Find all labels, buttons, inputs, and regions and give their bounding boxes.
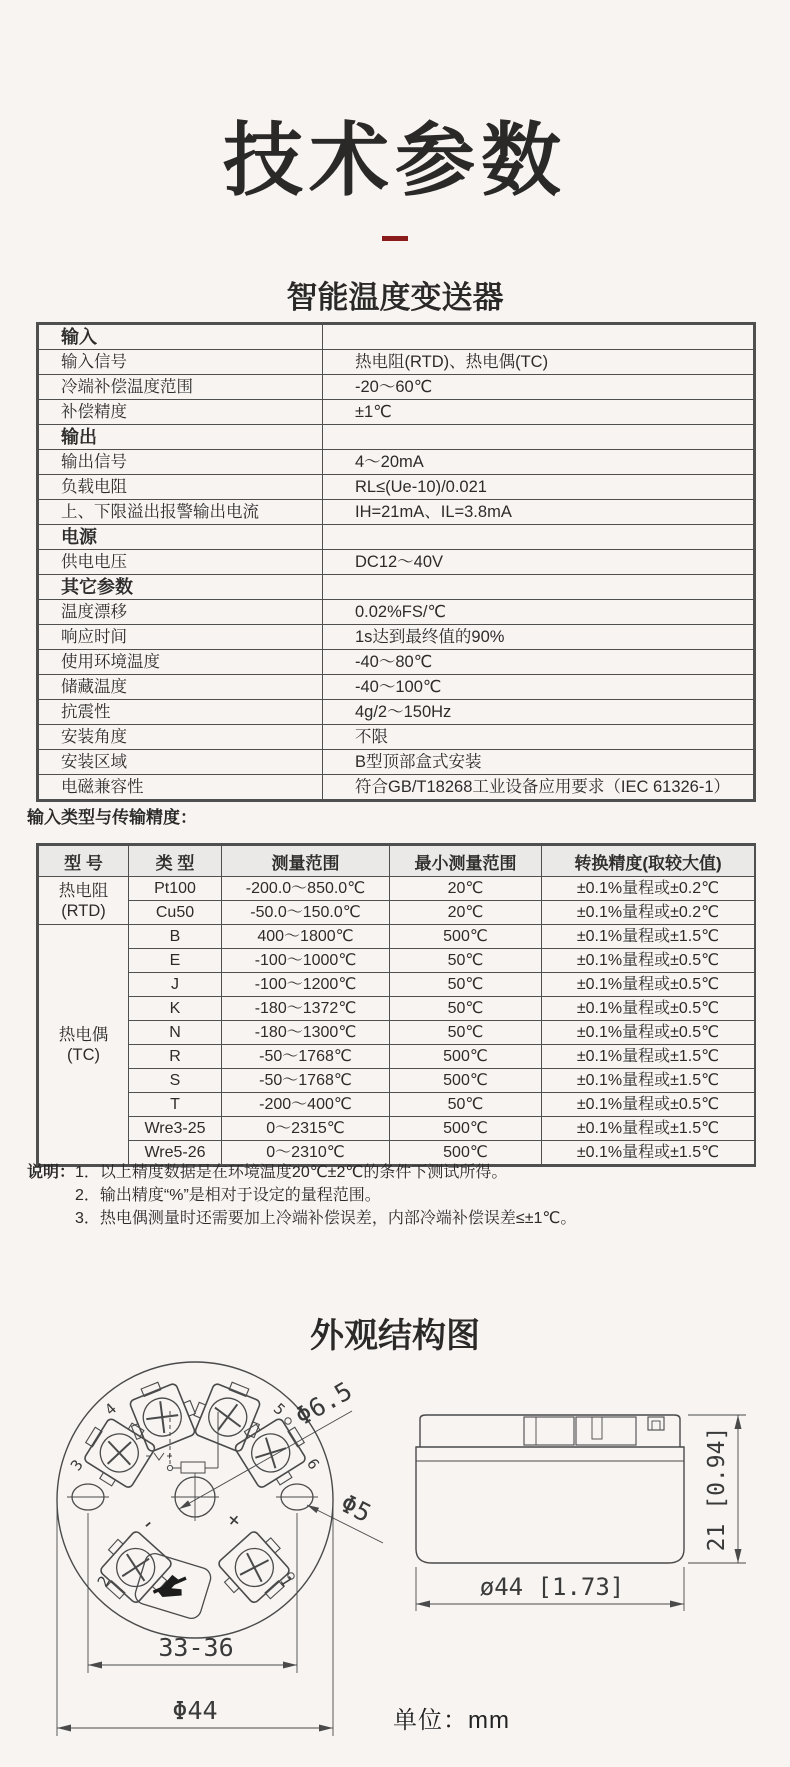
dim-phi5-label: Φ5 (335, 1488, 376, 1529)
terminal-5 (188, 1374, 271, 1455)
terminal-label-1: 1 (276, 1572, 297, 1590)
unit-label: 单位：mm (393, 1707, 510, 1734)
cell: Pt100 (129, 877, 222, 901)
model-cell: 热电阻 (RTD) (39, 877, 129, 925)
spec-row (39, 575, 754, 600)
spec-label: 输出信号 (39, 450, 323, 475)
spec-label: 电源 (39, 525, 323, 550)
spec-value (323, 325, 754, 350)
spec-value (323, 525, 754, 550)
terminal-label-3: 3 (66, 1456, 87, 1474)
dim-phi65-label: Φ6.5 (290, 1376, 358, 1432)
spec-label: 储藏温度 (39, 675, 323, 700)
terminal-label-2: 2 (93, 1572, 114, 1590)
accent-dash (382, 236, 408, 241)
cell: S (129, 1069, 222, 1093)
spec-row (39, 525, 754, 550)
spec-value: ±1℃ (323, 400, 754, 425)
spec-row (39, 325, 754, 350)
spec-row (39, 650, 754, 675)
spec-table-body (39, 325, 754, 800)
accuracy-header-row (39, 846, 755, 877)
spec-value: DC12～40V (323, 550, 754, 575)
spec-row (39, 550, 754, 575)
cell: -100～1000℃ (222, 949, 390, 973)
spec-value (323, 575, 754, 600)
cell: R (129, 1045, 222, 1069)
column-header: 最小测量范围 (390, 846, 542, 877)
cell: Wre5-26 (129, 1141, 222, 1165)
cell: -180～1300℃ (222, 1021, 390, 1045)
accuracy-row (39, 925, 755, 949)
notes-label: 说明： (27, 1164, 76, 1181)
cell: ±0.1%量程或±0.2℃ (542, 877, 755, 901)
top-clip (524, 1417, 574, 1445)
accuracy-table-body (39, 877, 755, 1165)
column-header: 类 型 (129, 846, 222, 877)
cell: 20℃ (390, 901, 542, 925)
cell: 400～1800℃ (222, 925, 390, 949)
accuracy-row (39, 1069, 755, 1093)
cell: ±0.1%量程或±1.5℃ (542, 1045, 755, 1069)
notes (27, 1161, 767, 1230)
dim-33-36-label: 33-36 (158, 1633, 234, 1662)
dim-phi44-label: Φ44 (172, 1696, 218, 1725)
housing-body (416, 1447, 684, 1563)
spec-label: 响应时间 (39, 625, 323, 650)
cell: ±0.1%量程或±0.5℃ (542, 949, 755, 973)
spec-label: 供电电压 (39, 550, 323, 575)
terminal-3 (74, 1408, 160, 1495)
accuracy-row (39, 1093, 755, 1117)
cell: ±0.1%量程或±0.5℃ (542, 997, 755, 1021)
terminal-label-4: 4 (101, 1399, 121, 1419)
cell: E (129, 949, 222, 973)
spec-value: -40～100℃ (323, 675, 754, 700)
drawing-heading: 外观结构图 (310, 1317, 480, 1355)
column-header: 转换精度(取较大值) (542, 846, 755, 877)
no-touch-icon (153, 1570, 187, 1602)
polarity-minus-label: - (134, 1510, 161, 1538)
accuracy-intro: 输入类型与传输精度： (27, 808, 197, 827)
spec-label: 电磁兼容性 (39, 775, 323, 800)
spec-row (39, 725, 754, 750)
terminal-label-5: 5 (269, 1399, 289, 1419)
cell: ±0.1%量程或±0.5℃ (542, 1021, 755, 1045)
spec-value: 4g/2～150Hz (323, 700, 754, 725)
terminal-2 (89, 1525, 178, 1614)
cell: 500℃ (390, 1069, 542, 1093)
note-item: 1．以上精度数据是在环境温度20℃±2℃的条件下测试所得。 (75, 1164, 508, 1181)
cell: B (129, 925, 222, 949)
cell: ±0.1%量程或±1.5℃ (542, 1141, 755, 1165)
note-item: 3．热电偶测量时还需要加上冷端补偿误差，内部冷端补偿误差≤±1℃。 (75, 1210, 577, 1227)
spec-label: 安装角度 (39, 725, 323, 750)
spec-value: RL≤(Ue-10)/0.021 (323, 475, 754, 500)
wiring-schematic (146, 1411, 218, 1473)
spec-row (39, 400, 754, 425)
spec-label: 温度漂移 (39, 600, 323, 625)
housing-flange (420, 1415, 680, 1447)
spec-value: 1s达到最终值的90% (323, 625, 754, 650)
cell: T (129, 1093, 222, 1117)
cell: J (129, 973, 222, 997)
spec-label: 输入 (39, 325, 323, 350)
note-item: 2．输出精度“%”是相对于设定的量程范围。 (75, 1187, 381, 1204)
cell: 50℃ (390, 1093, 542, 1117)
cell: 50℃ (390, 973, 542, 997)
spec-row (39, 425, 754, 450)
spec-label: 输出 (39, 425, 323, 450)
spec-value: 不限 (323, 725, 754, 750)
accuracy-row (39, 1045, 755, 1069)
dimension-arrows (57, 1415, 742, 1732)
accuracy-row (39, 901, 755, 925)
cell: ±0.1%量程或±0.5℃ (542, 973, 755, 997)
model-cell: 热电偶 (TC) (39, 925, 129, 1165)
cell: -100～1200℃ (222, 973, 390, 997)
cell: 50℃ (390, 997, 542, 1021)
terminal-label-6: 6 (303, 1455, 324, 1473)
cell: 0～2315℃ (222, 1117, 390, 1141)
spec-value (323, 425, 754, 450)
spec-row (39, 600, 754, 625)
spec-row (39, 450, 754, 475)
accuracy-row (39, 949, 755, 973)
cell: -50～1768℃ (222, 1069, 390, 1093)
cell: ±0.1%量程或±1.5℃ (542, 925, 755, 949)
cell: 50℃ (390, 949, 542, 973)
spec-value: -20～60℃ (323, 375, 754, 400)
top-view-drawing (57, 1362, 383, 1736)
spec-label: 输入信号 (39, 350, 323, 375)
dim-height-label: 21 [0.94] (704, 1426, 730, 1552)
notes-list (75, 1161, 576, 1230)
cell: ±0.1%量程或±1.5℃ (542, 1069, 755, 1093)
spec-row (39, 500, 754, 525)
cell: 500℃ (390, 925, 542, 949)
spec-table (36, 322, 756, 802)
cell: 50℃ (390, 1021, 542, 1045)
spec-value: 符合GB/T18268工业设备应用要求（IEC 61326-1） (323, 775, 754, 800)
spec-label: 安装区域 (39, 750, 323, 775)
spec-label: 抗震性 (39, 700, 323, 725)
spec-value: B型顶部盒式安装 (323, 750, 754, 775)
accuracy-row (39, 1117, 755, 1141)
spec-value: 热电阻(RTD)、热电偶(TC) (323, 350, 754, 375)
accuracy-table (36, 843, 756, 1167)
product-heading: 智能温度变送器 (286, 280, 504, 315)
top-clip (576, 1417, 636, 1445)
spec-row (39, 700, 754, 725)
accuracy-row (39, 997, 755, 1021)
column-header: 型 号 (39, 846, 129, 877)
terminal-4 (120, 1374, 203, 1455)
cell: 500℃ (390, 1141, 542, 1165)
cell: -50～1768℃ (222, 1045, 390, 1069)
cell: -50.0～150.0℃ (222, 901, 390, 925)
spec-label: 其它参数 (39, 575, 323, 600)
spec-label: 负载电阻 (39, 475, 323, 500)
cell: -200.0～850.0℃ (222, 877, 390, 901)
spec-value: IH=21mA、IL=3.8mA (323, 500, 754, 525)
cell: ±0.1%量程或±0.2℃ (542, 901, 755, 925)
spec-label: 补偿精度 (39, 400, 323, 425)
spec-value: 0.02%FS/℃ (323, 600, 754, 625)
cell: N (129, 1021, 222, 1045)
cell: ±0.1%量程或±1.5℃ (542, 1117, 755, 1141)
cell: ±0.1%量程或±0.5℃ (542, 1093, 755, 1117)
spec-row (39, 350, 754, 375)
spec-row (39, 675, 754, 700)
spec-row (39, 375, 754, 400)
spec-label: 冷端补偿温度范围 (39, 375, 323, 400)
accuracy-row (39, 1021, 755, 1045)
cell: K (129, 997, 222, 1021)
spec-value: 4～20mA (323, 450, 754, 475)
cell: 20℃ (390, 877, 542, 901)
spec-row (39, 475, 754, 500)
cell: 500℃ (390, 1045, 542, 1069)
spec-row (39, 750, 754, 775)
spec-value: -40～80℃ (323, 650, 754, 675)
spec-row (39, 775, 754, 800)
spec-label: 上、下限溢出报警输出电流 (39, 500, 323, 525)
cell: 500℃ (390, 1117, 542, 1141)
cell: -180～1372℃ (222, 997, 390, 1021)
page-title: 技术参数 (223, 116, 567, 205)
spec-label: 使用环境温度 (39, 650, 323, 675)
resistor-symbol (181, 1462, 205, 1473)
drawing-labels (67, 1376, 730, 1725)
cell: -200～400℃ (222, 1093, 390, 1117)
column-header: 测量范围 (222, 846, 390, 877)
cell: 0～2310℃ (222, 1141, 390, 1165)
cell: Cu50 (129, 901, 222, 925)
top-clip-small (648, 1417, 664, 1430)
terminal-1 (212, 1525, 301, 1614)
cell: Wre3-25 (129, 1117, 222, 1141)
spec-row (39, 625, 754, 650)
leader-phi65 (179, 1411, 352, 1509)
polarity-plus-label: + (222, 1506, 247, 1533)
accuracy-row (39, 973, 755, 997)
dim-width-label: ø44 [1.73] (479, 1573, 625, 1601)
accuracy-row (39, 877, 755, 901)
